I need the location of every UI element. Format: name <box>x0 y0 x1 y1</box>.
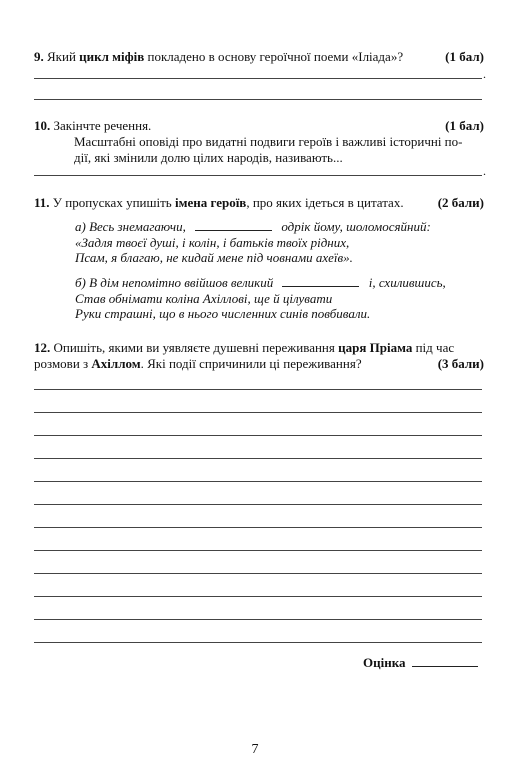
q12-answer-line-11[interactable] <box>34 619 482 620</box>
q11-text-post: , про яких ідеться в цитатах. <box>246 195 404 210</box>
q11-a-blank[interactable] <box>195 219 272 231</box>
q12-answer-line-6[interactable] <box>34 504 482 505</box>
score-blank[interactable] <box>412 655 478 667</box>
q12-text-pre: Опишіть, якими ви уявляєте душевні переживання <box>53 340 339 355</box>
q11-a-line3: Псам, я благаю, не кидай мене під човнами ахеїв». <box>75 250 353 265</box>
q10-body-line-2: дії, які змінили долю цілих народів, називають... <box>74 150 343 165</box>
question-11 <box>34 195 484 211</box>
q12-answer-line-3[interactable] <box>34 435 482 436</box>
q11-b-line1-post: і, схилившись, <box>368 275 446 290</box>
q12-text-mid: під час <box>412 340 455 355</box>
q11-a-line1-pre: а) Весь знемагаючи, <box>75 219 186 234</box>
q9-points: (1 бал) <box>445 49 484 64</box>
page-number: 7 <box>251 742 259 757</box>
question-9 <box>34 49 484 65</box>
q11-b-line1-pre: б) В дім непомітно ввійшов великий <box>75 275 274 290</box>
q12-answer-line-2[interactable] <box>34 412 482 413</box>
q12-text-bold-1: царя Пріама <box>338 340 413 355</box>
q12-answer-line-5[interactable] <box>34 481 482 482</box>
q10-number: 10. <box>34 118 51 133</box>
q12-answer-line-7[interactable] <box>34 527 482 528</box>
q12-answer-line-9[interactable] <box>34 573 482 574</box>
q11-b-line2: Став обнімати коліна Ахіллові, ще й цілувати <box>75 290 333 306</box>
q12-answer-line-1[interactable] <box>34 389 482 390</box>
q9-number: 9. <box>34 49 44 64</box>
q10-answer-line[interactable] <box>34 175 482 176</box>
q12-line2-pre: розмови з <box>34 356 92 371</box>
q11-b-blank[interactable] <box>282 275 359 287</box>
q11-text-pre: У пропусках упишіть <box>52 195 175 210</box>
q11-b-line3: Руки страшні, що в нього численних синів повбивали. <box>75 306 371 321</box>
q12-line2-post: . Які події спричинили ці переживання? <box>140 356 362 371</box>
score-label: Оцінка <box>363 655 406 670</box>
q10-points: (1 бал) <box>445 118 484 133</box>
question-12 <box>34 340 484 372</box>
q11-a-line2: «Задля твоєї душі, і колін, і батьків твоїх рідних, <box>75 234 350 250</box>
q11-a-line1-post: одрік йому, шоломосяйний: <box>281 219 431 234</box>
q12-points: (3 бали) <box>437 356 484 371</box>
q11-number: 11. <box>34 195 50 210</box>
q12-number: 12. <box>34 340 51 355</box>
score-field <box>363 655 478 671</box>
q11-quote-a <box>75 219 485 266</box>
q11-text-bold: імена героїв <box>174 195 247 210</box>
q10-body-line-1: Масштабні оповіді про видатні подвиги героїв і важливі історичні по- <box>74 134 463 149</box>
q9-text-post: покладено в основу героїчної поеми «Іліада»? <box>144 49 404 64</box>
q12-answer-line-4[interactable] <box>34 458 482 459</box>
q12-answer-line-8[interactable] <box>34 550 482 551</box>
q11-quote-b <box>75 275 485 322</box>
q12-text-bold-2: Ахіллом <box>91 356 141 371</box>
q12-answer-line-12[interactable] <box>34 642 482 643</box>
q10-text: Закінчте речення. <box>53 118 152 133</box>
q11-points: (2 бали) <box>437 195 484 210</box>
q9-answer-line-2[interactable] <box>34 99 482 100</box>
q9-text-bold: цикл міфів <box>79 49 145 64</box>
q9-answer-line-1[interactable] <box>34 78 482 79</box>
q12-answer-line-10[interactable] <box>34 596 482 597</box>
q9-text-pre: Який <box>47 49 80 64</box>
question-10 <box>34 118 484 166</box>
